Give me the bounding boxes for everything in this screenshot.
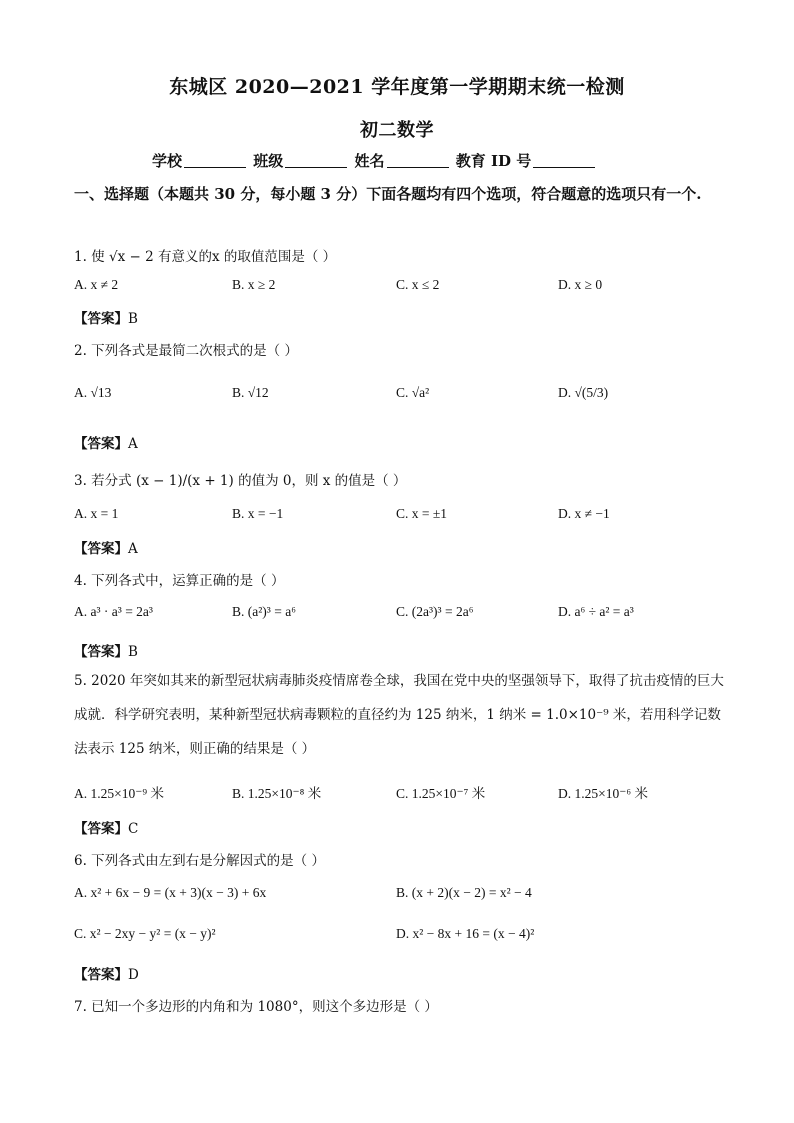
q4-option-b: B. (a²)³ = a⁶ — [232, 604, 296, 619]
q6-option-d: D. x² − 8x + 16 = (x − 4)² — [396, 926, 535, 941]
section-heading: 一、选择题（本题共 30 分，每小题 3 分）下面各题均有四个选项，符合题意的选项只有一个. — [74, 185, 702, 203]
q5-option-b: B. 1.25×10⁻⁸ 米 — [232, 786, 322, 801]
q4-option-d: D. a⁶ ÷ a² = a³ — [558, 604, 634, 619]
question-1-stem: 1. 使 √x − 2 有意义的x 的取值范围是（ ） — [74, 249, 337, 265]
exam-title: 东城区 2020—2021 学年度第一学期期末统一检测 — [169, 76, 625, 98]
question-3-stem: 3. 若分式 (x − 1)/(x + 1) 的值为 0，则 x 的值是（ ） — [74, 473, 407, 489]
id-blank — [533, 153, 595, 168]
question-5-stem: 5. 2020 年突如其来的新型冠状病毒肺炎疫情席卷全球，我国在党中央的坚强领导下，取得了抗击疫情的巨大成就．科学研究表明，某种新型冠状病毒颗粒的直径约为 125 纳米，1 纳米 = 1.0×10⁻⁹ 米，若用科学记数法表示 125 纳米，则正确的结果是（ ） — [74, 673, 724, 757]
answer-tag: 【答案】 — [74, 821, 128, 837]
question-2-stem: 2. 下列各式是最简二次根式的是（ ） — [74, 343, 298, 359]
field-label-class: 班级 — [253, 152, 284, 170]
name-blank — [387, 153, 449, 168]
answer-tag: 【答案】 — [74, 311, 128, 327]
q3-answer — [74, 537, 138, 557]
q2-answer — [74, 432, 138, 452]
answer-value: A — [128, 436, 138, 452]
q1-answer — [74, 307, 138, 327]
student-info-line — [152, 150, 597, 171]
answer-value: D — [128, 967, 139, 983]
q6-option-b: B. (x + 2)(x − 2) = x² − 4 — [396, 885, 532, 900]
q3-option-b: B. x = −1 — [232, 506, 284, 521]
answer-value: A — [128, 541, 138, 557]
answer-tag: 【答案】 — [74, 644, 128, 660]
q1-option-b: B. x ≥ 2 — [232, 277, 276, 292]
answer-value: C — [128, 821, 139, 837]
field-label-id: 教育 ID 号 — [455, 152, 532, 170]
class-blank — [285, 153, 347, 168]
question-4-stem: 4. 下列各式中，运算正确的是（ ） — [74, 573, 285, 589]
q6-answer — [74, 963, 139, 983]
question-7-stem: 7. 已知一个多边形的内角和为 1080°，则这个多边形是（ ） — [74, 999, 438, 1015]
q4-option-a: A. a³ · a³ = 2a³ — [74, 604, 153, 619]
q5-answer — [74, 817, 138, 837]
q4-option-c: C. (2a³)³ = 2a⁶ — [396, 604, 474, 619]
q6-option-c: C. x² − 2xy − y² = (x − y)² — [74, 926, 216, 941]
q4-answer — [74, 640, 138, 660]
q1-option-d: D. x ≥ 0 — [558, 277, 603, 292]
q2-option-c: C. √a² — [396, 385, 430, 400]
field-label-school: 学校 — [152, 152, 183, 170]
exam-subtitle: 初二数学 — [360, 120, 434, 141]
q1-option-c: C. x ≤ 2 — [396, 277, 440, 292]
school-blank — [184, 153, 246, 168]
q1-option-a: A. x ≠ 2 — [74, 277, 119, 292]
question-6-stem: 6. 下列各式由左到右是分解因式的是（ ） — [74, 853, 325, 869]
q5-option-c: C. 1.25×10⁻⁷ 米 — [396, 786, 486, 801]
answer-value: B — [128, 644, 138, 660]
q2-option-d: D. √(5/3) — [558, 385, 609, 400]
answer-tag: 【答案】 — [74, 541, 128, 557]
answer-value: B — [128, 311, 138, 327]
q6-option-a: A. x² + 6x − 9 = (x + 3)(x − 3) + 6x — [74, 885, 267, 900]
q2-option-a: A. √13 — [74, 385, 112, 400]
q2-option-b: B. √12 — [232, 385, 269, 400]
field-label-name: 姓名 — [354, 152, 385, 170]
q3-option-c: C. x = ±1 — [396, 506, 448, 521]
q3-option-d: D. x ≠ −1 — [558, 506, 610, 521]
q5-option-a: A. 1.25×10⁻⁹ 米 — [74, 786, 164, 801]
answer-tag: 【答案】 — [74, 967, 128, 983]
q3-option-a: A. x = 1 — [74, 506, 119, 521]
answer-tag: 【答案】 — [74, 436, 128, 452]
q5-option-d: D. 1.25×10⁻⁶ 米 — [558, 786, 648, 801]
